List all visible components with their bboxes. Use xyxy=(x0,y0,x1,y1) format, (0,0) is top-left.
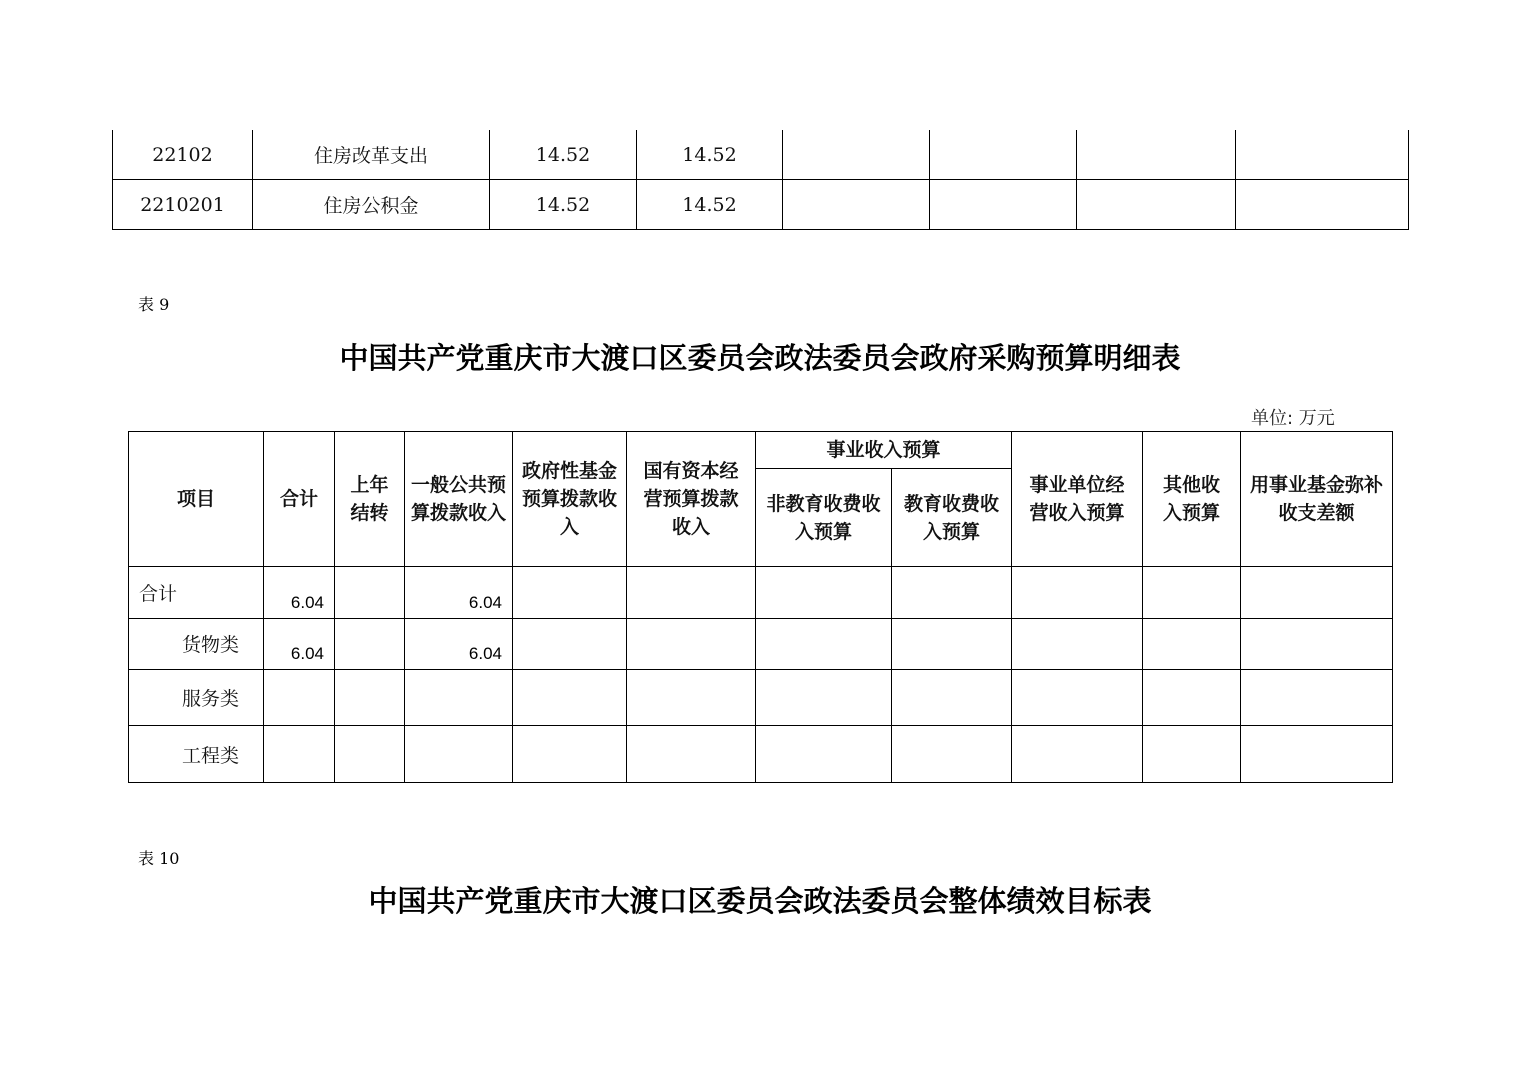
row-general-budget: 6.04 xyxy=(405,567,513,619)
empty-cell xyxy=(892,670,1012,726)
empty-cell xyxy=(627,567,756,619)
empty-cell xyxy=(627,670,756,726)
table10-label: 表 10 xyxy=(138,849,180,868)
header-state-capital: 国有资本经营预算拨款收入 xyxy=(627,432,756,567)
table10-title: 中国共产党重庆市大渡口区委员会政法委员会整体绩效目标表 xyxy=(368,884,1152,918)
row-value: 14.52 xyxy=(490,130,637,180)
table-row xyxy=(113,130,1409,180)
empty-cell xyxy=(627,619,756,670)
empty-cell xyxy=(335,726,405,783)
table9-label: 表 9 xyxy=(138,295,170,314)
header-business-operation: 事业单位经营收入预算 xyxy=(1012,432,1143,567)
header-item: 项目 xyxy=(129,432,264,567)
empty-cell xyxy=(783,130,930,180)
empty-cell xyxy=(627,726,756,783)
empty-cell xyxy=(756,726,892,783)
empty-cell xyxy=(513,567,627,619)
empty-cell xyxy=(1241,726,1393,783)
empty-cell xyxy=(1241,619,1393,670)
unit-label: 单位: 万元 xyxy=(1251,408,1335,429)
empty-cell xyxy=(513,619,627,670)
row-value: 14.52 xyxy=(490,180,637,230)
row-general-budget xyxy=(405,670,513,726)
empty-cell xyxy=(1143,619,1241,670)
row-label xyxy=(129,670,264,726)
empty-cell xyxy=(1077,130,1236,180)
empty-cell xyxy=(335,619,405,670)
empty-cell xyxy=(335,670,405,726)
empty-cell xyxy=(756,567,892,619)
empty-cell xyxy=(892,567,1012,619)
row-total: 6.04 xyxy=(264,567,335,619)
empty-cell xyxy=(513,670,627,726)
empty-cell xyxy=(1143,670,1241,726)
row-code: 2210201 xyxy=(113,180,253,230)
empty-cell xyxy=(335,567,405,619)
header-general-budget: 一般公共预算拨款收入 xyxy=(405,432,513,567)
header-non-edu-fee: 非教育收费收入预算 xyxy=(756,469,892,567)
row-label xyxy=(129,726,264,783)
procurement-budget-table xyxy=(128,431,1393,783)
row-name: 住房公积金 xyxy=(253,180,490,230)
empty-cell xyxy=(892,726,1012,783)
empty-cell xyxy=(756,619,892,670)
table-row xyxy=(129,726,1393,783)
row-value: 14.52 xyxy=(637,130,783,180)
row-label-text: 工程类 xyxy=(182,744,240,767)
empty-cell xyxy=(930,130,1077,180)
row-total: 6.04 xyxy=(264,619,335,670)
row-total xyxy=(264,670,335,726)
table-row xyxy=(129,670,1393,726)
row-code: 22102 xyxy=(113,130,253,180)
header-other-income: 其他收入预算 xyxy=(1143,432,1241,567)
empty-cell xyxy=(1012,619,1143,670)
empty-cell xyxy=(1241,670,1393,726)
row-label-text: 货物类 xyxy=(182,634,240,656)
empty-cell xyxy=(1012,567,1143,619)
row-label-text: 合计 xyxy=(139,583,178,605)
housing-expenditure-table xyxy=(112,130,1409,230)
table-row xyxy=(113,180,1409,230)
empty-cell xyxy=(1241,567,1393,619)
empty-cell xyxy=(930,180,1077,230)
empty-cell xyxy=(1236,130,1409,180)
header-row xyxy=(129,432,1393,469)
row-label xyxy=(129,567,264,619)
empty-cell xyxy=(1143,567,1241,619)
header-gov-fund: 政府性基金预算拨款收入 xyxy=(513,432,627,567)
empty-cell xyxy=(756,670,892,726)
empty-cell xyxy=(1077,180,1236,230)
empty-cell xyxy=(1012,670,1143,726)
empty-cell xyxy=(1012,726,1143,783)
row-label-text: 服务类 xyxy=(182,688,240,710)
empty-cell xyxy=(783,180,930,230)
header-edu-fee: 教育收费收入预算 xyxy=(892,469,1012,567)
header-fund-balance: 用事业基金弥补收支差额 xyxy=(1241,432,1393,567)
row-total xyxy=(264,726,335,783)
row-value: 14.52 xyxy=(637,180,783,230)
header-business-income: 事业收入预算 xyxy=(756,432,1012,469)
header-carryover: 上年结转 xyxy=(335,432,405,567)
table9-title: 中国共产党重庆市大渡口区委员会政法委员会政府采购预算明细表 xyxy=(339,341,1181,375)
row-general-budget: 6.04 xyxy=(405,619,513,670)
empty-cell xyxy=(513,726,627,783)
empty-cell xyxy=(892,619,1012,670)
empty-cell xyxy=(1236,180,1409,230)
table-row xyxy=(129,567,1393,619)
table-row xyxy=(129,619,1393,670)
header-total: 合计 xyxy=(264,432,335,567)
row-label xyxy=(129,619,264,670)
row-name: 住房改革支出 xyxy=(253,130,490,180)
empty-cell xyxy=(1143,726,1241,783)
row-general-budget xyxy=(405,726,513,783)
